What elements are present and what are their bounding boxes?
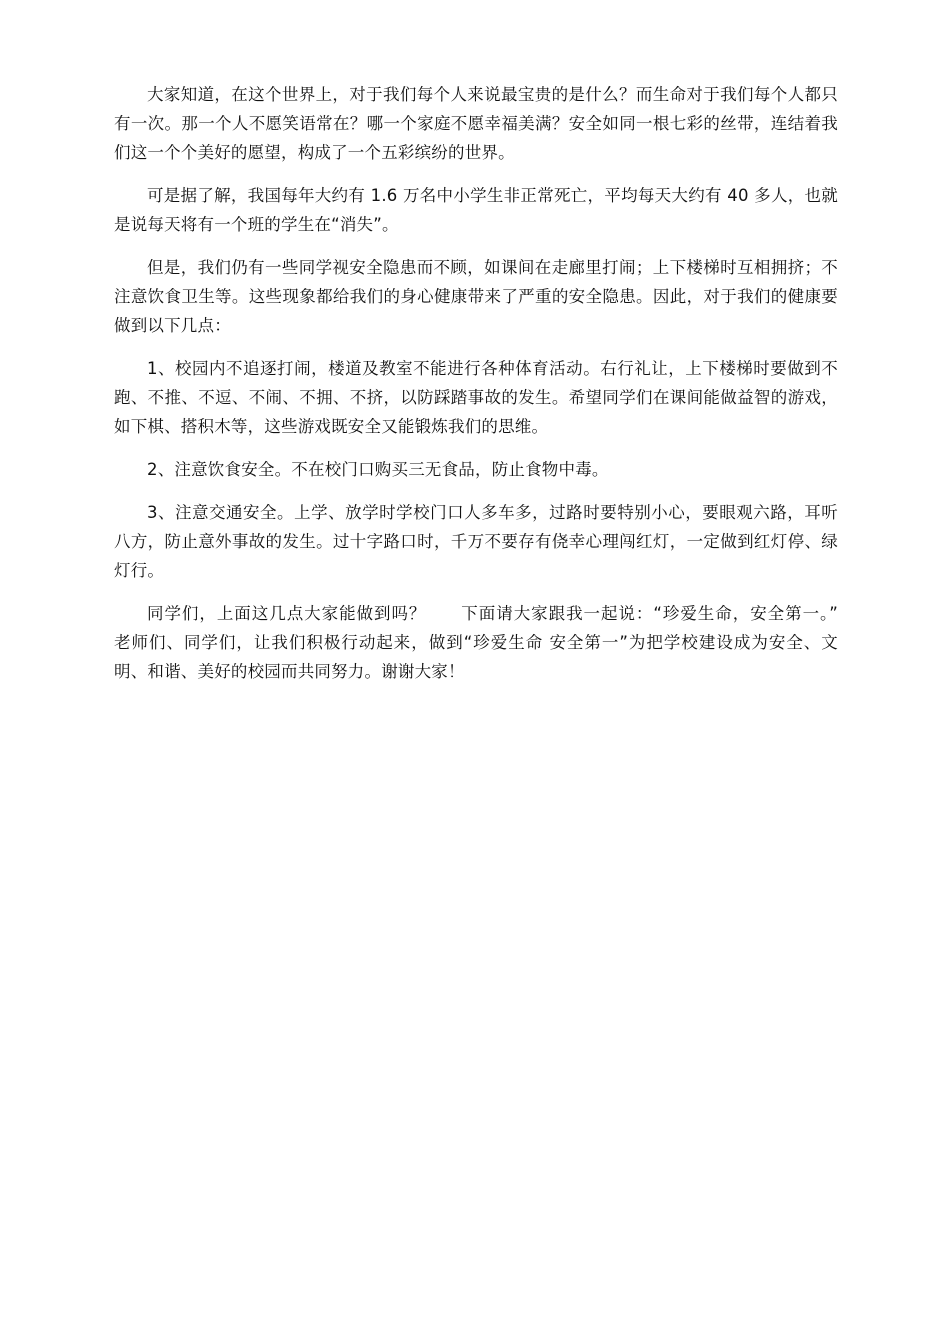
paragraph-hazards: 但是，我们仍有一些同学视安全隐患而不顾，如课间在走廊里打闹；上下楼梯时互相拥挤；不注意饮食卫生等。这些现象都给我们的身心健康带来了严重的安全隐患。因此，对于我们的健康要做到以下几点： — [114, 258, 838, 335]
paragraph-intro: 大家知道，在这个世界上，对于我们每个人来说最宝贵的是什么？而生命对于我们每个人都只有一次。那一个人不愿笑语常在？哪一个家庭不愿幸福美满？安全如同一根七彩的丝带，连结着我们这一个个美好的愿望，构成了一个五彩缤纷的世界。 — [114, 85, 838, 162]
paragraph-closing: 同学们，上面这几点大家能做到吗？ 下面请大家跟我一起说：“珍爱生命，安全第一。” 老师们、同学们，让我们积极行动起来，做到“珍爱生命 安全第一”为把学校建设成为安全、文明、和谐、美好的校园而共同努力。谢谢大家！ — [114, 604, 889, 681]
paragraph-point-3: 3、注意交通安全。上学、放学时学校门口人多车多，过路时要特别小心，要眼观六路，耳听八方，防止意外事故的发生。过十字路口时，千万不要存有侥幸心理闯红灯，一定做到红灯停、绿灯行。 — [114, 503, 838, 580]
paragraph-point-2: 2、注意饮食安全。不在校门口购买三无食品，防止食物中毒。 — [147, 460, 609, 479]
document-page — [114, 80, 889, 700]
paragraph-point-1: 1、校园内不追逐打闹，楼道及教室不能进行各种体育活动。右行礼让，上下楼梯时要做到不跑、不推、不逗、不闹、不拥、不挤，以防踩踏事故的发生。希望同学们在课间能做益智的游戏，如下棋、搭积木等，这些游戏既安全又能锻炼我们的思维。 — [114, 359, 838, 436]
paragraph-statistics: 可是据了解，我国每年大约有 1.6 万名中小学生非正常死亡，平均每天大约有 40 多人，也就是说每天将有一个班的学生在“消失”。 — [114, 186, 838, 234]
